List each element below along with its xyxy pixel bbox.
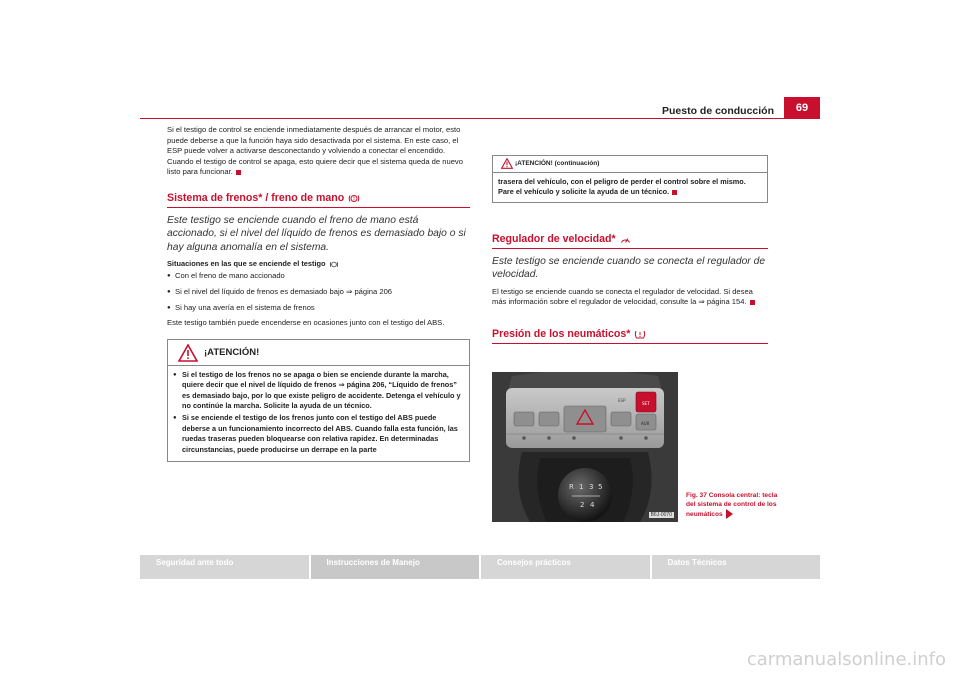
brake-warning-icon bbox=[348, 194, 360, 203]
situations-list bbox=[167, 271, 470, 313]
brakes-section-title: Sistema de frenos* / freno de mano ! bbox=[167, 192, 470, 208]
center-console-figure bbox=[492, 372, 678, 522]
warning-triangle-icon bbox=[178, 344, 198, 362]
header-rule bbox=[140, 118, 820, 119]
brakes-lead: Este testigo se enciende cuando el freno de mano está accionado, si el nivel del líquido de frenos es demasiado bajo o si hay alguna anomalía en el sistema. bbox=[167, 214, 466, 253]
warning-continued-header bbox=[493, 156, 767, 173]
next-page-arrow-icon[interactable] bbox=[726, 509, 733, 519]
gear-4-label: 4 bbox=[590, 501, 595, 509]
warning-body bbox=[168, 366, 469, 461]
right-column bbox=[492, 155, 768, 350]
brake-warning-icon bbox=[329, 261, 339, 268]
page-number: 69 bbox=[784, 97, 820, 119]
figure-code: B6J-0070 bbox=[650, 512, 672, 518]
warning-header bbox=[168, 340, 469, 366]
center-console-illustration bbox=[492, 372, 678, 522]
esp-label: ESP bbox=[618, 398, 626, 403]
end-mark bbox=[750, 300, 755, 305]
warning-item: ● Si el testigo de los frenos no se apaga o bien se enciende durante la marcha, quiere decir que el nivel de líquido de frenos ⇒ página 206, “Líquido de frenos” es demasiado bajo, por lo que existe peligro de accidente. Detenga el vehículo y no continúe la marcha. Solicite la ayuda de un técnico. bbox=[173, 370, 464, 412]
svg-text:!: ! bbox=[353, 196, 356, 202]
list-item: ● Con el freno de mano accionado bbox=[167, 271, 470, 282]
gear-1-label: 1 bbox=[579, 483, 584, 491]
watermark: carmanualsonline.info bbox=[746, 649, 946, 670]
cruise-section-title: Regulador de velocidad* bbox=[492, 233, 768, 249]
tyre-pressure-icon bbox=[634, 330, 646, 339]
footer-tab-seguridad[interactable]: Seguridad ante todo bbox=[140, 555, 309, 579]
left-column bbox=[167, 125, 470, 462]
situations-title: Situaciones en las que se enciende el testigo bbox=[167, 259, 470, 268]
warning-continued-body: trasera del vehículo, con el peligro de perder el control sobre el mismo. Pare el vehículo y solicite la ayuda de un técnico. bbox=[498, 177, 746, 197]
end-mark bbox=[236, 170, 241, 175]
warning-title: ¡ATENCIÓN! bbox=[204, 346, 260, 358]
tyres-section-title: Presión de los neumáticos* bbox=[492, 328, 768, 344]
list-item: ● Si el nivel del líquido de frenos es demasiado bajo ⇒ página 206 bbox=[167, 287, 470, 298]
abs-note: Este testigo también puede encenderse en ocasiones junto con el testigo del ABS. bbox=[167, 318, 445, 328]
page-title: Puesto de conducción bbox=[661, 105, 774, 117]
warning-triangle-icon bbox=[501, 158, 513, 169]
footer-tab-instrucciones[interactable]: Instrucciones de Manejo bbox=[311, 555, 480, 579]
warning-box bbox=[167, 339, 470, 462]
footer-tab-consejos[interactable]: Consejos prácticos bbox=[481, 555, 650, 579]
cruise-control-icon bbox=[620, 235, 631, 244]
end-mark bbox=[672, 190, 677, 195]
figure-caption: Fig. 37 Consola central: tecla del sistema de control de los neumáticos bbox=[686, 492, 778, 518]
gear-r-label: R bbox=[569, 483, 574, 491]
list-item: ● Si hay una avería en el sistema de frenos bbox=[167, 303, 470, 314]
gear-2-label: 2 bbox=[580, 501, 585, 509]
page-header bbox=[140, 97, 820, 119]
gear-5-label: 5 bbox=[598, 483, 603, 491]
cruise-body: El testigo se enciende cuando se conecta el regulador de velocidad. Si desea más información sobre el regulador de velocidad, consulte la ⇒ página 154. bbox=[492, 286, 753, 307]
esp-intro-paragraph: Si el testigo de control se enciende inmediatamente después de arrancar el motor, esto puede deberse a que la función haya sido desactivada por el sistema. En este caso, el ESP puede volver a activarse desconectando y volviendo a conectar el encendido. Cuando el testigo de control se apaga, esto quiere decir que el sistema queda de nuevo listo para funcionar. bbox=[167, 125, 463, 177]
footer-tab-datos[interactable]: Datos Técnicos bbox=[652, 555, 821, 579]
set-label: SET bbox=[642, 401, 650, 406]
gear-3-label: 3 bbox=[589, 483, 594, 491]
footer-nav bbox=[140, 555, 820, 579]
aux-label: AUX bbox=[641, 421, 650, 426]
warning-item: ● Si se enciende el testigo de los frenos junto con el testigo del ABS puede deberse a un funcionamiento incorrecto del ABS. Cuando falla esta función, las ruedas traseras pueden bloquearse con relativa rapidez. En determinadas circunstancias, puede producirse un derrape en la parte bbox=[173, 413, 464, 455]
warning-continued-box bbox=[492, 155, 768, 203]
cruise-lead: Este testigo se enciende cuando se conecta el regulador de velocidad. bbox=[492, 255, 766, 281]
warning-continued-title: ¡ATENCIÓN! (continuación) bbox=[515, 160, 600, 167]
